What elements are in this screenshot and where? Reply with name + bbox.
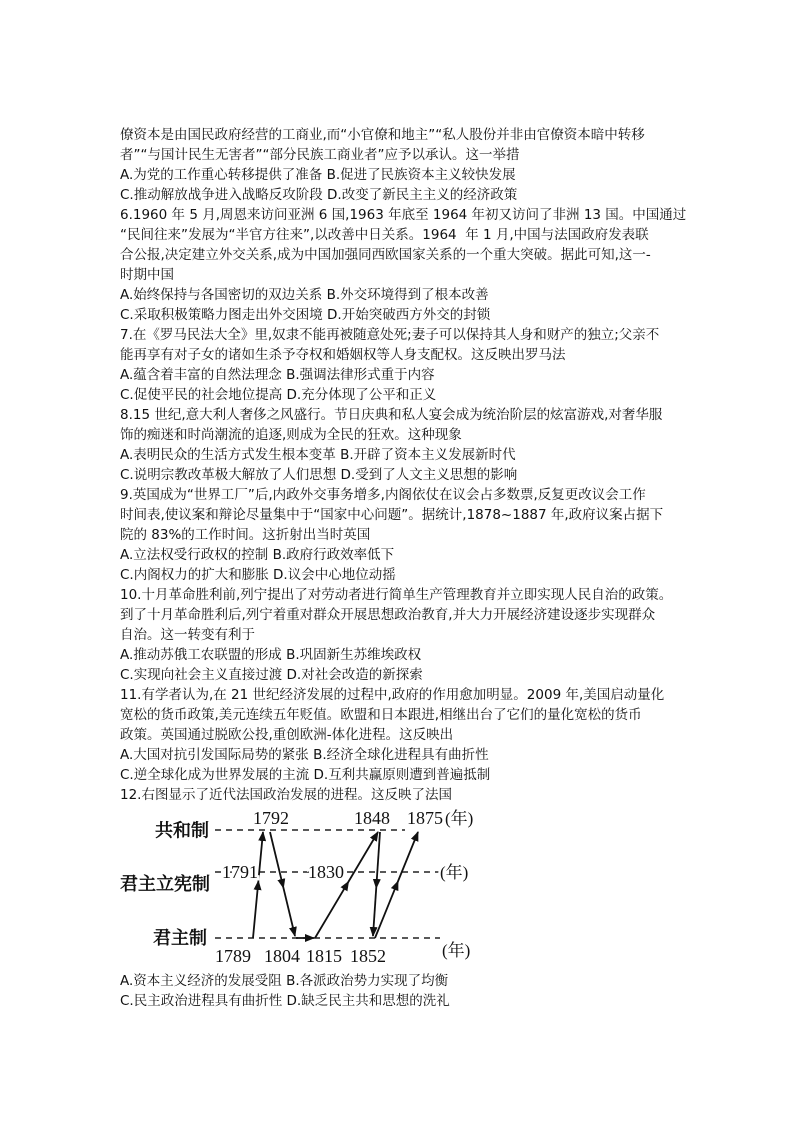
q12-options-row-2 — [120, 991, 720, 1011]
year-unit-top: (年) — [445, 809, 474, 828]
year-unit-bottom: (年) — [442, 941, 471, 960]
q6-stem-line-3: 合公报,决定建立外交关系,成为中国加强同西欧国家关系的一个重大突破。据此可知,这一- — [120, 247, 651, 263]
q5-option-d: D.改变了新民主主义的经济政策 — [327, 187, 518, 203]
q6-options-row-2 — [120, 305, 720, 325]
q5-stem-line-1: 僚资本是由国民政府经营的工商业,而“小官僚和地主”“私人股份并非由官僚资本暗中转移 — [120, 127, 645, 143]
arrow-1848-to-1852 — [373, 832, 380, 936]
q5-option-a: A.为党的工作重心转移提供了准备 — [120, 167, 323, 183]
q10-options-row-1 — [120, 645, 720, 665]
q12-option-a: A.资本主义经济的发展受阻 — [120, 973, 282, 989]
france-politics-diagram — [118, 806, 488, 970]
q5-stem-line-2: 者”“与国计民生无害者”“部分民族工商业者”应予以承认。这一举措 — [120, 147, 520, 163]
q7-option-a: A.蕴含着丰富的自然法理念 — [120, 367, 282, 383]
arrow-1852-to-1875 — [375, 832, 418, 938]
q10-option-d: D.对社会改造的新探索 — [286, 667, 423, 683]
q12-option-d: D.缺乏民主共和思想的洗礼 — [286, 993, 450, 1009]
q9-option-c: C.内阁权力的扩大和膨胀 — [120, 567, 269, 583]
q7-stem-line-1: 7.在《罗马民法大全》里,奴隶不能再被随意处死;妻子可以保持其人身和财产的独立;父亲不 — [120, 327, 660, 343]
q10-options-row-2 — [120, 665, 720, 685]
q10-stem-line-1: 10.十月革命胜利前,列宁提出了对劳动者进行简单生产管理教育并立即实现人民自治的政策。 — [120, 587, 673, 603]
q8-option-a: A.表明民众的生活方式发生根本变革 — [120, 447, 336, 463]
q11-stem-line-1: 11.有学者认为,在 21 世纪经济发展的过程中,政府的作用愈加明显。2009 年,美国启动量化 — [120, 687, 665, 703]
q9-stem-line-3: 院的 83%的工作时间。这折射出当时英国 — [120, 527, 371, 543]
q12-stem-line-1: 12.右图显示了近代法国政治发展的进程。这反映了法国 — [120, 787, 452, 803]
q6-option-c: C.采取积极策略力图走出外交困境 — [120, 307, 323, 323]
year-label-1792: 1792 — [253, 808, 289, 828]
q5-option-c: C.推动解放战争进入战略反攻阶段 — [120, 187, 323, 203]
questions-text — [120, 125, 720, 805]
year-label-1852: 1852 — [350, 946, 386, 966]
q9-stem-line-2: 时间表,使议案和辩论尽量集中于“国家中心问题”。据统计,1878~1887 年,政府议案占据下 — [120, 507, 664, 523]
q11-stem-line-3: 政策。英国通过脱欧公投,重创欧洲-体化进程。这反映出 — [120, 727, 454, 743]
q7-options-row-2 — [120, 385, 720, 405]
year-label-1848: 1848 — [354, 808, 390, 828]
q6-option-b: B.外交环境得到了根本改善 — [326, 287, 489, 303]
q9-option-d: D.议会中心地位动摇 — [273, 567, 396, 583]
q6-stem-line-1: 6.1960 年 5 月,周恩来访问亚洲 6 国,1963 年底至 1964 年初又访问了非洲 13 国。中国通过 — [120, 207, 687, 223]
q5-option-b: B.促进了民族资本主义较快发展 — [326, 167, 516, 183]
q10-stem-line-2: 到了十月革命胜利后,列宁着重对群众开展思想政治教育,并大力开展经济建设逐步实现群众 — [120, 607, 656, 623]
q11-option-c: C.逆全球化成为世界发展的主流 — [120, 767, 310, 783]
year-unit-middle: (年) — [440, 863, 469, 882]
q11-option-b: B.经济全球化进程具有曲折性 — [313, 747, 489, 763]
year-label-1815: 1815 — [306, 946, 342, 966]
republic-row-label: 共和制 — [155, 820, 209, 842]
arrow-1789-to-1792 — [253, 832, 263, 938]
q11-options-row-2 — [120, 765, 720, 785]
q9-option-b: B.政府行政效率低下 — [272, 547, 395, 563]
q7-options-row-1 — [120, 365, 720, 385]
arrow-1815-to-1848 — [315, 832, 378, 938]
q8-options-row-2 — [120, 465, 720, 485]
q12-option-c: C.民主政治进程具有曲折性 — [120, 993, 283, 1009]
q8-option-b: B.开辟了资本主义发展新时代 — [340, 447, 516, 463]
arrow-1792-to-1804 — [270, 832, 295, 936]
q6-option-a: A.始终保持与各国密切的双边关系 — [120, 287, 323, 303]
q5-options-row-1 — [120, 165, 720, 185]
year-label-1830: 1830 — [308, 862, 344, 882]
q10-option-c: C.实现向社会主义直接过渡 — [120, 667, 283, 683]
q9-option-a: A.立法权受行政权的控制 — [120, 547, 269, 563]
q8-stem-line-1: 8.15 世纪,意大利人奢侈之风盛行。节日庆典和私人宴会成为统治阶层的炫富游戏,对奢华服 — [120, 407, 663, 423]
q7-stem-line-2: 能再享有对子女的诸如生杀予夺权和婚姻权等人身支配权。这反映出罗马法 — [120, 347, 566, 363]
q9-options-row-2 — [120, 565, 720, 585]
q6-stem-line-4: 时期中国 — [120, 267, 174, 283]
q8-stem-line-2: 饰的痴迷和时尚潮流的追逐,则成为全民的狂欢。这种现象 — [120, 427, 462, 443]
q6-stem-line-2: “民间往来”发展为“半官方往来”,以改善中日关系。1964 年 1 月,中国与法国政府发表联 — [120, 227, 649, 243]
q12-options-row-1 — [120, 971, 720, 991]
q7-option-b: B.强调法律形式重于内容 — [286, 367, 435, 383]
q10-stem-line-3: 自治。这一转变有利于 — [120, 627, 255, 643]
q12-option-b: B.各派政治势力实现了均衡 — [286, 973, 449, 989]
q12-options — [120, 971, 720, 1011]
q10-option-b: B.巩固新生苏维埃政权 — [286, 647, 422, 663]
q9-options-row-1 — [120, 545, 720, 565]
q8-option-d: D.受到了人文主义思想的影响 — [340, 467, 518, 483]
q6-option-d: D.开始突破西方外交的封锁 — [327, 307, 491, 323]
q8-options-row-1 — [120, 445, 720, 465]
year-label-1789: 1789 — [215, 946, 251, 966]
monarchy-row-label: 君主制 — [153, 928, 207, 949]
q10-option-a: A.推动苏俄工农联盟的形成 — [120, 647, 282, 663]
q8-option-c: C.说明宗教改革极大解放了人们思想 — [120, 467, 337, 483]
q7-option-d: D.充分体现了公平和正义 — [286, 387, 437, 403]
q11-options-row-1 — [120, 745, 720, 765]
q6-options-row-1 — [120, 285, 720, 305]
q5-options-row-2 — [120, 185, 720, 205]
year-label-1791: 1791 — [222, 862, 258, 882]
q9-stem-line-1: 9.英国成为“世界工厂”后,内政外交事务增多,内阁依仗在议会占多数票,反复更改议会工作 — [120, 487, 646, 503]
q7-option-c: C.促使平民的社会地位提高 — [120, 387, 283, 403]
q11-option-d: D.互利共赢原则遭到普遍抵制 — [313, 767, 491, 783]
year-label-1875: 1875 — [407, 808, 443, 828]
q11-option-a: A.大国对抗引发国际局势的紧张 — [120, 747, 309, 763]
q11-stem-line-2: 宽松的货币政策,美元连续五年贬值。欧盟和日本跟进,相继出台了它们的量化宽松的货币 — [120, 707, 642, 723]
constitutional-monarchy-row-label: 君主立宪制 — [120, 874, 210, 895]
year-label-1804: 1804 — [264, 946, 300, 966]
